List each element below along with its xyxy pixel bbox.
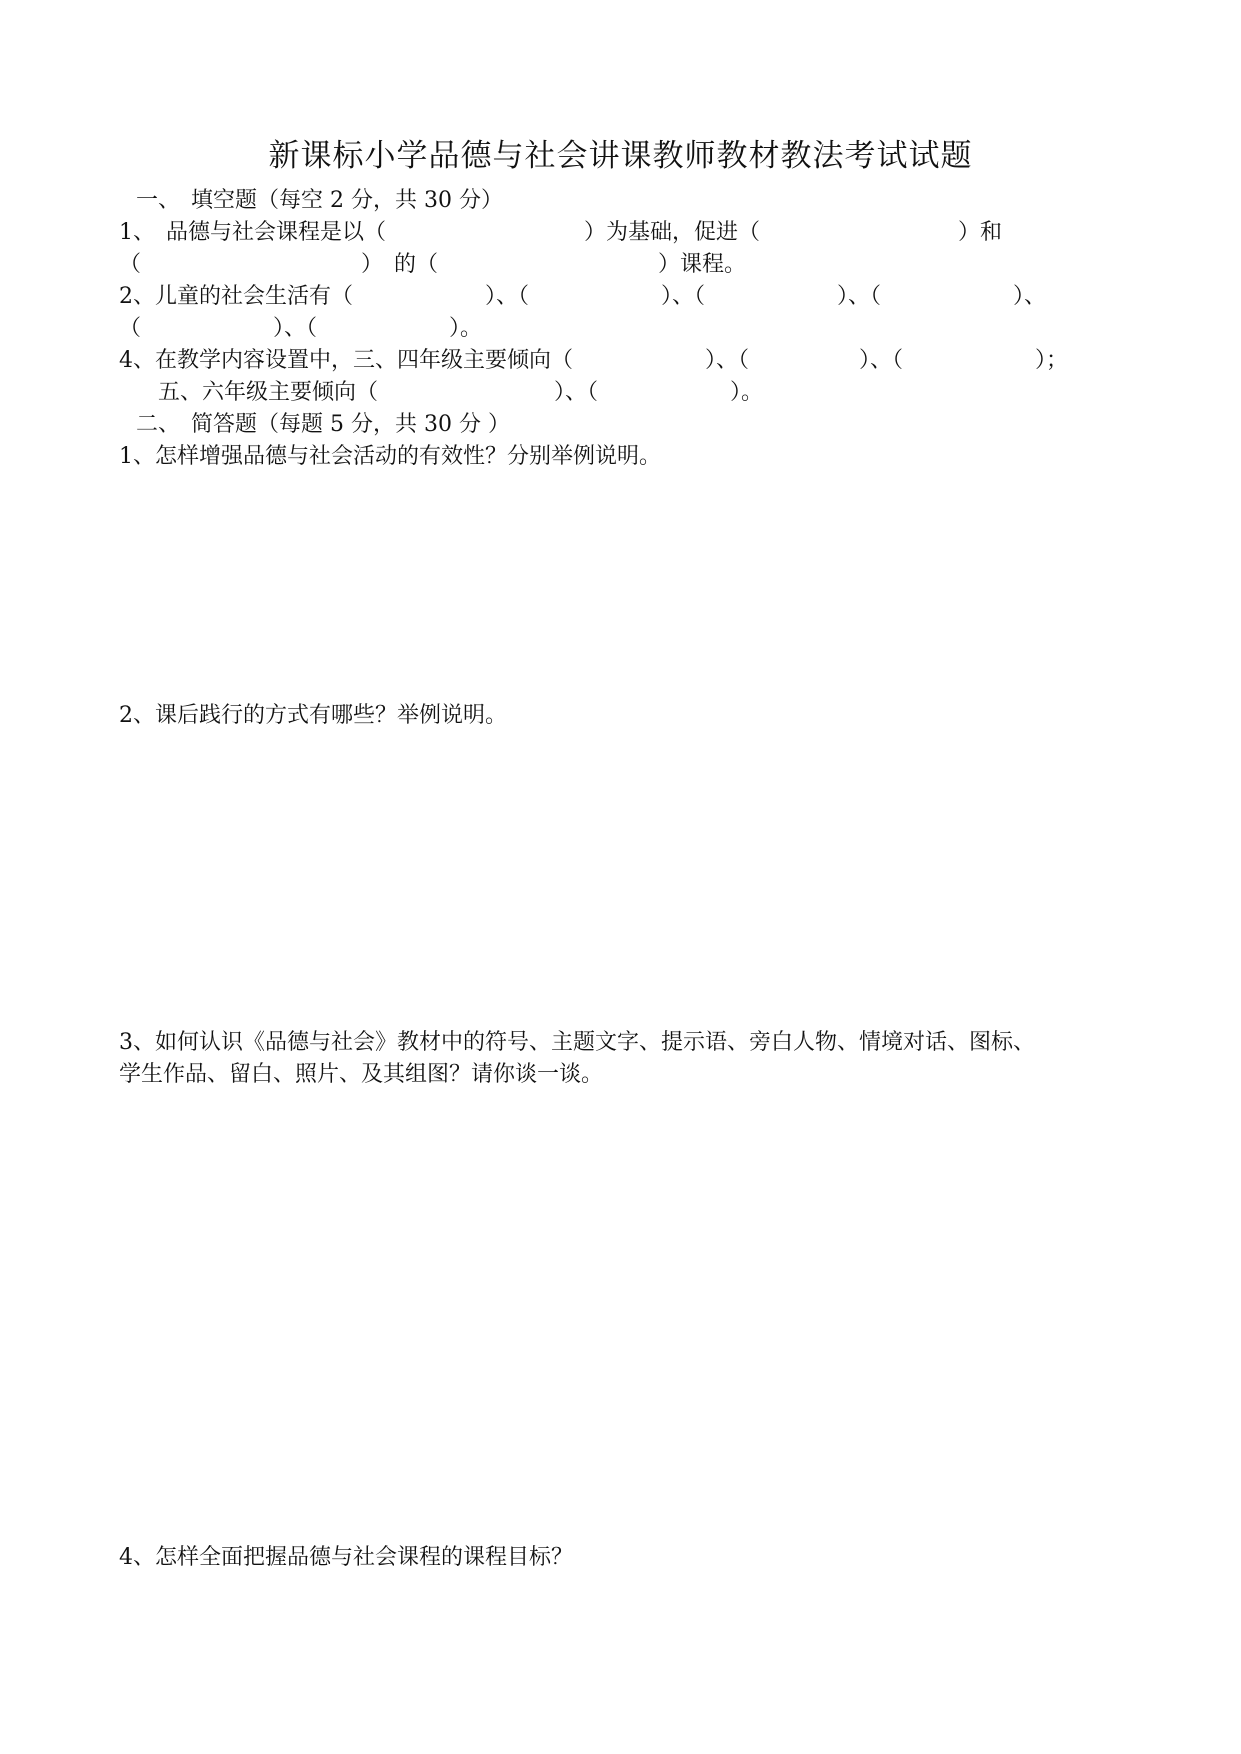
- short-question-3-line-1: 3、如何认识《品德与社会》教材中的符号、主题文字、提示语、旁白人物、情境对话、图标、: [119, 1030, 1036, 1055]
- short-question-4: 4、怎样全面把握品德与社会课程的课程目标？: [119, 1545, 573, 1570]
- fill-question-2-line-2: （ ）、（ ）。: [119, 316, 483, 341]
- short-question-1: 1、怎样增强品德与社会活动的有效性？分别举例说明。: [119, 444, 661, 469]
- section-heading-short-answer: 二、 简答题（每题 5 分，共 30 分 ）: [136, 412, 510, 437]
- short-question-2: 2、课后践行的方式有哪些？举例说明。: [119, 703, 507, 728]
- fill-question-4-line-2: 五、六年级主要倾向（ ）、（ ）。: [158, 380, 764, 405]
- section-heading-fill-in: 一、 填空题（每空 2 分，共 30 分）: [136, 188, 503, 213]
- short-question-3-line-2: 学生作品、留白、照片、及其组图？请你谈一谈。: [119, 1062, 604, 1087]
- fill-question-1-line-2: （ ） 的（ ）课程。: [119, 252, 747, 277]
- fill-question-1-line-1: 1、 品德与社会课程是以（ ）为基础，促进（ ）和: [119, 220, 1003, 245]
- page-title: 新课标小学品德与社会讲课教师教材教法考试试题: [268, 138, 973, 174]
- fill-question-2-line-1: 2、儿童的社会生活有（ ）、（ ）、（ ）、（ ）、: [119, 284, 1047, 309]
- fill-question-4-line-1: 4、在教学内容设置中，三、四年级主要倾向（ ）、（ ）、（ ）；: [119, 348, 1069, 373]
